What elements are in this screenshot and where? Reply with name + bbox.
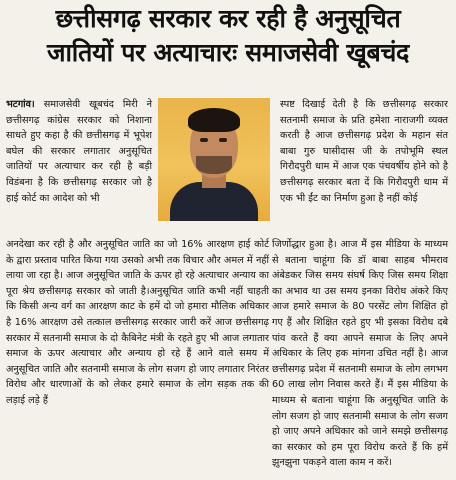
article-text-left-top: समाजसेवी खूबचंद मिरी ने छत्तीसगढ़ कांग्रेस सरकार को निशाना साधते हुए कहा है की छत्तीसगढ़ में भूपेश बघेल की सरकार लगातार अनुसूचित जातियों पर अत्याचार कर रही है बड़ी विडंबना है कि छत्तीसगढ़ सरकार जो है हाई कोर्ट का आदेश को भी xyxy=(6,99,152,204)
article-column-left xyxy=(6,237,269,409)
article-column-right xyxy=(272,237,448,471)
article-text-left: अनदेखा कर रही है और अनुसूचित जाति का जो 16% आरक्षण हाई कोर्ट के द्वारा प्रस्ताव पारित किया गया उसको अभी तक विचार और अमल में नहीं लाया जा रहा है। आज अनुसूचित जाति के ऊपर हो रहे अत्याचार अन्याय का पूरा श्रेय छत्तीसगढ़ सरकार को जाती है।अनुसूचित जाति कभी नहीं चाहती कि किसी अन्य वर्ग का आरक्षण काट के हमें दो जो हमारा मौलिक अधिकार है 16% आरक्षण उसे तत्काल छत्तीसगढ़ सरकार जारी करें आज छत्तीसगढ़ सरकार में सतनामी समाज के दो कैबिनेट मंत्री के रहते हुए भी आज लगातार समाज के ऊपर अत्याचार और अन्याय हो रहे हैं आने वाले समय में अनुसूचित जाति और सतनामी समाज के लोग सजग हो जाए लगातार निरंतर विरोध और धारणाओं के को लेकर हमारे समाज के लोग सड़क तक की लड़ाई लड़े हैं xyxy=(6,239,269,406)
headline-line-2: जातियों पर अत्याचारः समाजसेवी खूबचंद xyxy=(46,38,410,67)
photo-beard xyxy=(196,156,232,174)
article-column-left-top xyxy=(6,97,152,206)
headline-line-1: छत्तीसगढ़ सरकार कर रही है अनुसूचित xyxy=(55,4,401,33)
photo-eye-left xyxy=(200,138,208,142)
article-column-right-top xyxy=(280,97,448,206)
article-text-right-top: स्पष्ट दिखाई देती है कि छत्तीसगढ़ सरकार सतनामी समाज के प्रति हमेशा नाराजगी व्यक्त करती है आज छत्तीसगढ़ प्रदेश के महान संत बाबा गुरु घासीदास जी के तपोभूमि स्थल गिरौदपुरी धाम में आज एक पंचवर्षीय होने को है छत्तीसगढ़ सरकार बता दें कि गिरौदपुरी धाम में एक भी ईंट का निर्माण हुआ है नहीं कोई xyxy=(280,99,448,204)
photo-hair xyxy=(188,108,240,132)
photo-eye-right xyxy=(219,138,227,142)
headline xyxy=(0,2,456,70)
article-text-right: जिर्णोद्धार हुआ है। आज मैं इस मीडिया के माध्यम से बताना चाहूंगा कि डॉ बाबा साहब भीमराव अंबेडकर जिस समय संघर्ष किए जिस समय शिक्षा का अभाव था उस समय इनका विरोध अंकरे किए आज हमारे समाज के 80 परसेंट लोग शिक्षित हो गए हैं और शिक्षित रहते हुए भी इसका विरोध दबे पांव करते हैं क्या आपने समाज के लिए अपने अधिकार के लिए हक मांगना उचित नहीं है। आज छत्तीसगढ़ प्रदेश में सतनामी समाज के लोग लगभग 60 लाख लोग निवास करते हैं। मैं इस मीडिया के माध्यम से बताना चाहूंगा कि अनुसूचित जाति के लोग सजग हो जाए सतनामी समाज के लोग सजग हो जाए अपने अधिकार को जाने समझे छत्तीसगढ़ का सरकार को हम पूरा विरोध करते हैं कि हमें झुनझुना पकड़ने वाला काम न करें। xyxy=(272,239,448,469)
author-photo xyxy=(158,98,270,221)
dateline: भटगांव। xyxy=(6,99,35,110)
